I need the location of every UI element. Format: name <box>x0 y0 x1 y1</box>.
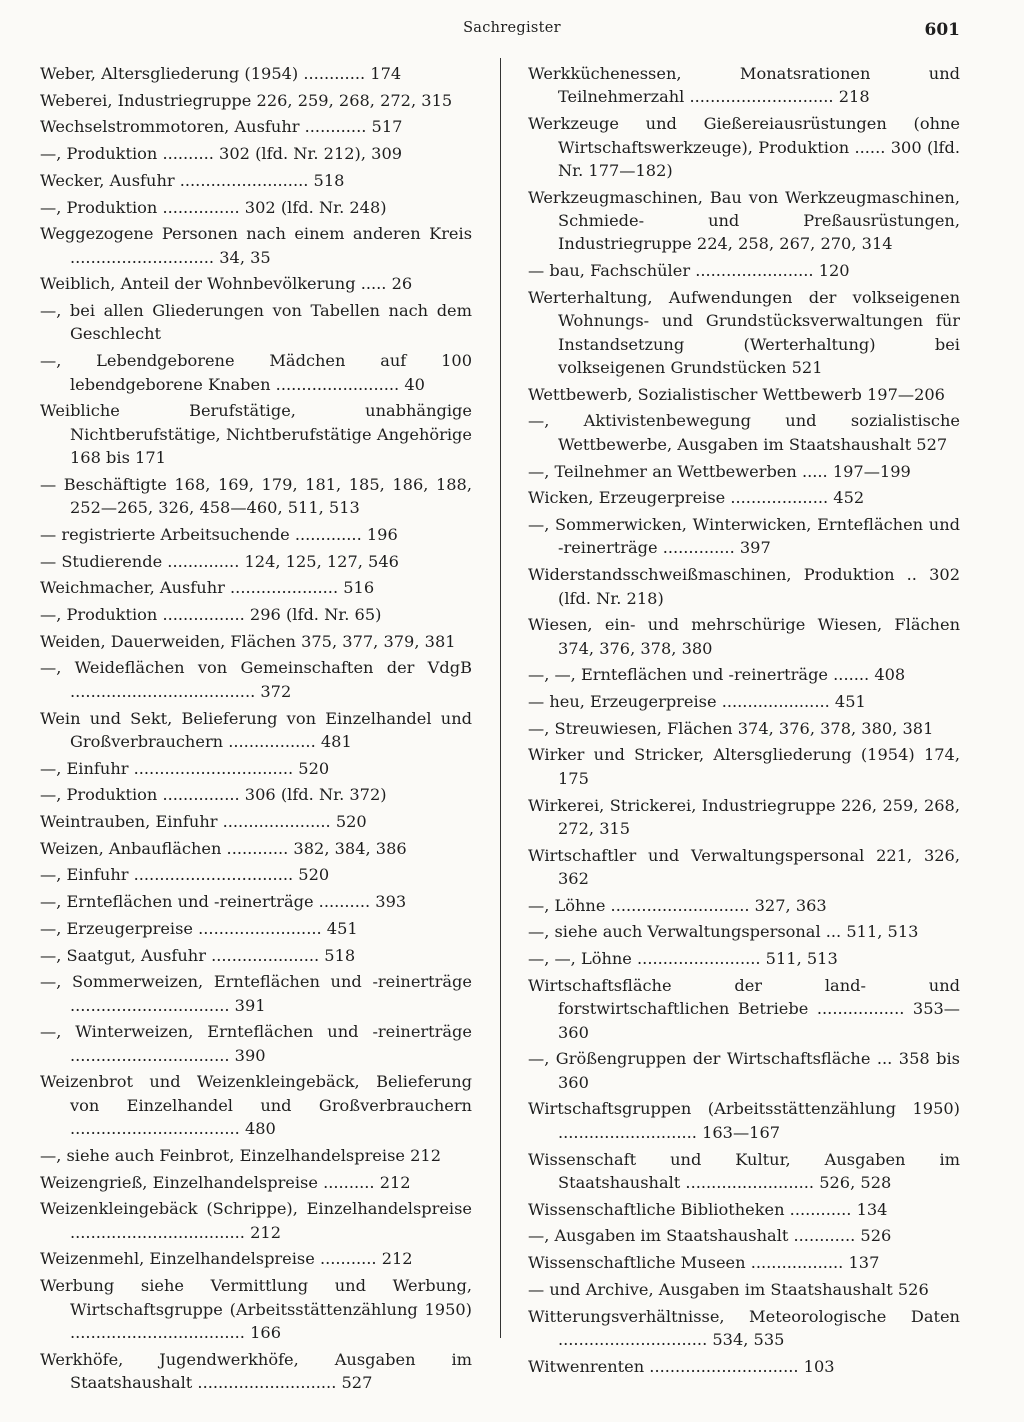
right-column <box>528 62 960 1381</box>
index-entry: — Studierende .............. 124, 125, 127, 546 <box>40 551 399 571</box>
index-entry: —, Produktion ............... 302 (lfd. Nr. 248) <box>40 197 387 217</box>
index-entry: — heu, Erzeugerpreise ..................... 451 <box>528 692 866 712</box>
index-entry: —, Produktion ............... 306 (lfd. Nr. 372) <box>40 785 387 805</box>
index-entry: Werterhaltung, Aufwendungen der volkseigenen Wohnungs- und Grundstücksverwaltungen für Instandsetzung (Werterhaltung) bei volkseigenen Grundstücken 521 <box>528 287 960 378</box>
index-entry: Wein und Sekt, Belieferung von Einzelhandel und Großverbrauchern ................. 481 <box>40 708 472 751</box>
index-entry: —, Sommerweizen, Ernteflächen und -reinerträge ............................... 391 <box>40 972 472 1015</box>
index-entry: Werbung siehe Vermittlung und Werbung, Wirtschaftsgruppe (Arbeitsstättenzählung 1950) .................................. 166 <box>40 1276 472 1342</box>
index-entry: Weichmacher, Ausfuhr ..................... 516 <box>40 578 375 598</box>
index-entry: — bau, Fachschüler ....................... 120 <box>528 261 850 281</box>
index-entry: Weizen, Anbauflächen ............ 382, 384, 386 <box>40 838 407 858</box>
index-entry: Wiesen, ein- und mehrschürige Wiesen, Flächen 374, 376, 378, 380 <box>528 615 960 658</box>
index-entry: —, Ernteflächen und -reinerträge .......... 393 <box>40 892 407 912</box>
index-entry: —, Ausgaben im Staatshaushalt ............ 526 <box>528 1226 892 1246</box>
index-entry: Weizengrieß, Einzelhandelspreise .......... 212 <box>40 1172 411 1192</box>
index-entry: Werkhöfe, Jugendwerkhöfe, Ausgaben im Staatshaushalt ........................... 527 <box>40 1349 472 1393</box>
index-entry: Weiden, Dauerweiden, Flächen 375, 377, 379, 381 <box>40 631 456 651</box>
index-entry: —, siehe auch Feinbrot, Einzelhandelspreise 212 <box>40 1145 441 1165</box>
index-entry: —, Größengruppen der Wirtschaftsfläche ... 358 bis 360 <box>528 1049 960 1092</box>
index-entry: Witterungsverhältnisse, Meteorologische Daten ............................. 534, 535 <box>528 1306 960 1349</box>
index-entry: Weberei, Industriegruppe 226, 259, 268, 272, 315 <box>40 90 453 110</box>
index-entry: Weiblich, Anteil der Wohnbevölkerung ..... 26 <box>40 274 413 294</box>
index-entry: — Beschäftigte 168, 169, 179, 181, 185, 186, 188, 252—265, 326, 458—460, 511, 513 <box>40 474 472 518</box>
index-entry: —, Weideflächen von Gemeinschaften der VdgB .................................... 372 <box>40 658 472 701</box>
page-number: 601 <box>924 20 960 40</box>
index-entry: —, Einfuhr ............................... 520 <box>40 865 330 885</box>
index-entry: —, Produktion ................ 296 (lfd. Nr. 65) <box>40 604 382 624</box>
index-entry: —, Saatgut, Ausfuhr ..................... 518 <box>40 945 356 965</box>
column-divider <box>500 58 501 1338</box>
index-entry: Wecker, Ausfuhr ......................... 518 <box>40 170 345 190</box>
index-entry: Weizenmehl, Einzelhandelspreise ........... 212 <box>40 1249 413 1269</box>
index-entry: Wirtschaftler und Verwaltungspersonal 221, 326, 362 <box>528 845 960 889</box>
index-entry: —, Löhne ........................... 327, 363 <box>528 895 827 915</box>
index-entry: — und Archive, Ausgaben im Staatshaushalt 526 <box>528 1279 929 1299</box>
index-entry: Wicken, Erzeugerpreise ................... 452 <box>528 488 865 508</box>
index-entry: —, —, Ernteflächen und -reinerträge ....... 408 <box>528 665 906 685</box>
index-entry: Werkzeugmaschinen, Bau von Werkzeugmaschinen, Schmiede- und Preßausrüstungen, Industriegruppe 224, 258, 267, 270, 314 <box>528 187 960 254</box>
index-entry: Werkzeuge und Gießereiausrüstungen (ohne Wirtschaftswerkzeuge), Produktion ...... 300 (lfd. Nr. 177—182) <box>528 114 960 180</box>
index-entry: Witwenrenten ............................. 103 <box>528 1356 835 1376</box>
index-entry: —, Einfuhr ............................... 520 <box>40 758 330 778</box>
index-entry: Wirker und Stricker, Altersgliederung (1954) 174, 175 <box>528 745 960 788</box>
running-head: Sachregister <box>463 20 561 36</box>
index-entry: —, siehe auch Verwaltungspersonal ... 511, 513 <box>528 922 919 942</box>
index-entry: Weber, Altersgliederung (1954) ............ 174 <box>40 64 402 83</box>
index-entry: Wirtschaftsgruppen (Arbeitsstättenzählung 1950) ........................... 163—167 <box>528 1099 960 1142</box>
index-entry: —, Winterweizen, Ernteflächen und -reinerträge ............................... 390 <box>40 1022 472 1065</box>
index-entry: Wirkerei, Strickerei, Industriegruppe 226, 259, 268, 272, 315 <box>528 795 960 838</box>
index-entry: —, Produktion .......... 302 (lfd. Nr. 212), 309 <box>40 144 403 164</box>
index-entry: Weibliche Berufstätige, unabhängige Nichtberufstätige, Nichtberufstätige Angehörige 168 bis 171 <box>40 401 472 468</box>
index-entry: Widerstandsschweißmaschinen, Produktion .. 302 (lfd. Nr. 218) <box>528 565 960 608</box>
index-entry: —, Streuwiesen, Flächen 374, 376, 378, 380, 381 <box>528 718 934 738</box>
index-entry: Wissenschaftliche Museen .................. 137 <box>528 1253 880 1273</box>
index-entry: Weizenbrot und Weizenkleingebäck, Belieferung von Einzelhandel und Großverbrauchern ................................. 480 <box>40 1072 472 1139</box>
index-entry: —, Sommerwicken, Winterwicken, Ernteflächen und -reinerträge .............. 397 <box>528 514 960 558</box>
index-entry: Wettbewerb, Sozialistischer Wettbewerb 197—206 <box>528 384 945 404</box>
index-entry: Weintrauben, Einfuhr ..................... 520 <box>40 812 367 832</box>
index-entry: — registrierte Arbeitsuchende ............. 196 <box>40 524 398 544</box>
index-entry: —, Aktivistenbewegung und sozialistische Wettbewerbe, Ausgaben im Staatshaushalt 527 <box>528 411 960 454</box>
left-column <box>40 62 472 1398</box>
index-entry: Wechselstrommotoren, Ausfuhr ............ 517 <box>40 117 403 137</box>
index-entry: —, Erzeugerpreise ........................ 451 <box>40 918 358 938</box>
index-entry: —, —, Löhne ........................ 511, 513 <box>528 949 838 969</box>
index-entry: Wissenschaft und Kultur, Ausgaben im Staatshaushalt ......................... 526, 528 <box>528 1149 960 1192</box>
index-entry: Weggezogene Personen nach einem anderen Kreis ............................ 34, 35 <box>40 224 472 267</box>
index-entry: Wirtschaftsfläche der land- und forstwirtschaftlichen Betriebe ................. 353—360 <box>528 975 960 1042</box>
index-entry: Wissenschaftliche Bibliotheken ............ 134 <box>528 1199 888 1219</box>
index-entry: Weizenkleingebäck (Schrippe), Einzelhandelspreise .................................. 212 <box>40 1199 472 1242</box>
index-entry: —, Lebendgeborene Mädchen auf 100 lebendgeborene Knaben ........................ 40 <box>40 351 472 394</box>
index-entry: Werkküchenessen, Monatsrationen und Teilnehmerzahl ............................ 218 <box>528 64 960 107</box>
index-entry: —, bei allen Gliederungen von Tabellen nach dem Geschlecht <box>40 301 472 344</box>
index-entry: —, Teilnehmer an Wettbewerben ..... 197—199 <box>528 461 911 481</box>
